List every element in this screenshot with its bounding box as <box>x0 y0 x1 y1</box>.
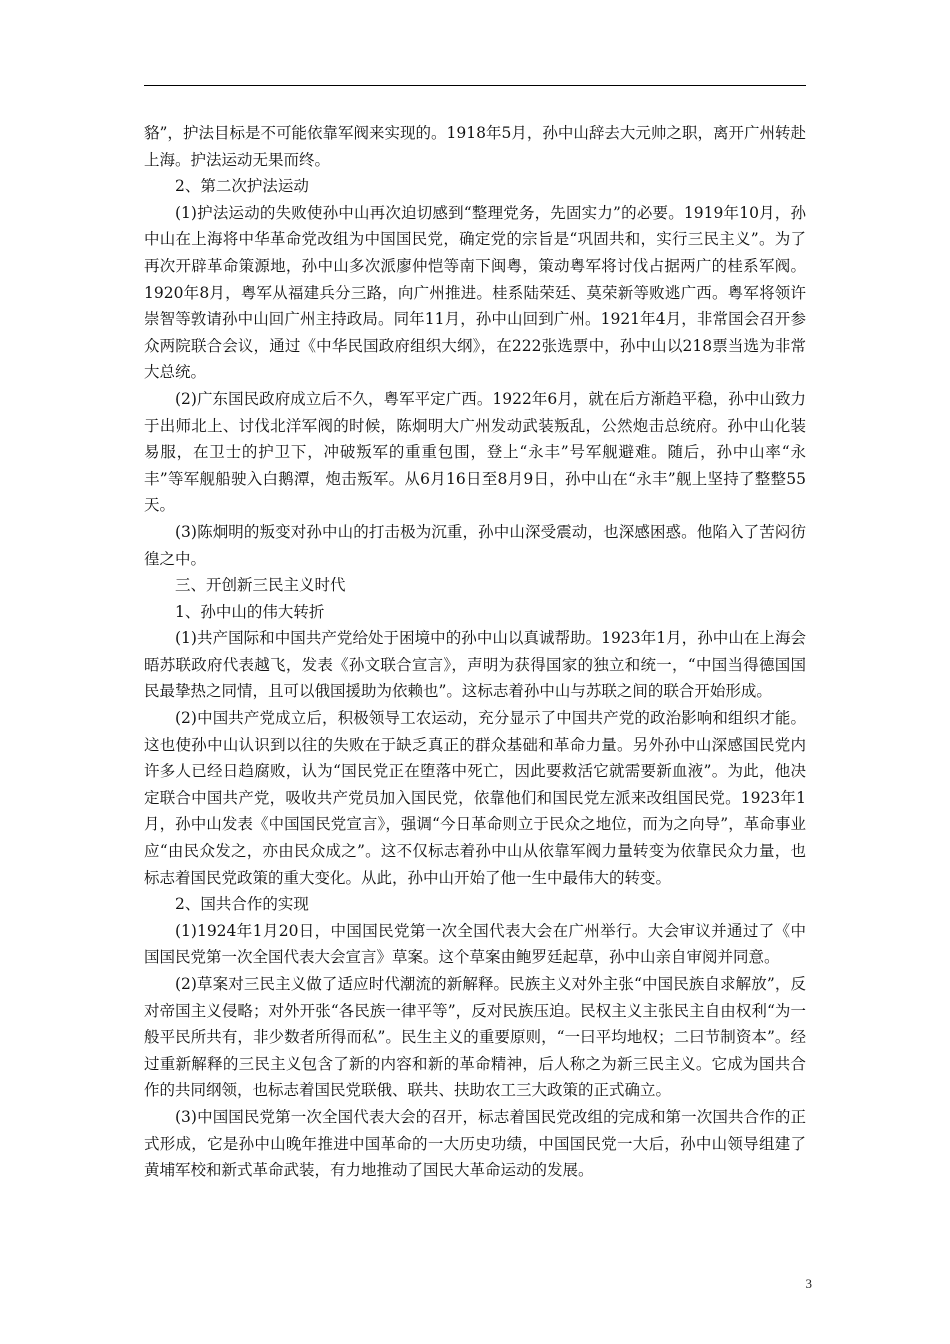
paragraph: (2)草案对三民主义做了适应时代潮流的新解释。民族主义对外主张“中国民族自求解放”，反对帝国主义侵略；对外开张“各民族一律平等”，反对民族压迫。民权主义主张民主自由权利“为一般平民所共有，非少数者所得而私”。民生主义的重要原则，“一曰平均地权；二曰节制资本”。经过重新解释的三民主义包含了新的内容和新的革命精神，后人称之为新三民主义。它成为国共合作的共同纲领，也标志着国民党联俄、联共、扶助农工三大政策的正式确立。 <box>144 975 806 1100</box>
section-heading: 2、国共合作的实现 <box>175 895 309 914</box>
paragraph: (1)护法运动的失败使孙中山再次迫切感到“整理党务，先固实力”的必要。1919年10月，孙中山在上海将中华革命党改组为中国国民党，确定党的宗旨是“巩固共和，实行三民主义”。为了再次开辟革命策源地，孙中山多次派廖仲恺等南下闽粤，策动粤军将讨伐占据两广的桂系军阀。1920年8月，粤军从福建兵分三路，向广州推进。桂系陆荣廷、莫荣新等败逃广西。粤军将领许崇智等敦请孙中山回广州主持政局。同年11月，孙中山回到广州。1921年4月，非常国会召开参众两院联合会议，通过《中华民国政府组织大纲》，在222张选票中，孙中山以218票当选为非常大总统。 <box>144 203 806 382</box>
paragraph: (2)广东国民政府成立后不久，粤军平定广西。1922年6月，就在后方渐趋平稳，孙中山致力于出师北上、讨伐北洋军阀的时候，陈炯明大广州发动武装叛乱，公然炮击总统府。孙中山化装易服，在卫士的护卫下，冲破叛军的重重包围，登上“永丰”号军舰避难。随后，孙中山率“永丰”等军舰船驶入白鹅潭，炮击叛军。从6月16日至8月9日，孙中山在“永丰”舰上坚持了整整55天。 <box>144 389 806 515</box>
section-heading: 三、开创新三民主义时代 <box>175 576 346 595</box>
page-number: 3 <box>805 1276 812 1291</box>
paragraph: 貉”，护法目标是不可能依靠军阀来实现的。1918年5月，孙中山辞去大元帅之职，离开广州转赴上海。护法运动无果而终。 <box>144 124 806 169</box>
paragraph: (1)共产国际和中国共产党给处于困境中的孙中山以真诚帮助。1923年1月，孙中山在上海会晤苏联政府代表越飞，发表《孙文联合宣言》，声明为获得国家的独立和统一，“中国当得德国国民最挚热之同情，且可以俄国援助为依赖也”。这标志着孙中山与苏联之间的联合开始形成。 <box>144 629 806 701</box>
paragraph: (2)中国共产党成立后，积极领导工农运动，充分显示了中国共产党的政治影响和组织才能。这也使孙中山认识到以往的失败在于缺乏真正的群众基础和革命力量。另外孙中山深感国民党内许多人已经日趋腐败，认为“国民党正在堕落中死亡，因此要救活它就需要新血液”。为此，他决定联合中国共产党，吸收共产党员加入国民党，依靠他们和国民党左派来改组国民党。1923年1月，孙中山发表《中国国民党宣言》，强调“今日革命则立于民众之地位，而为之向导”，革命事业应“由民众发之，亦由民众成之”。这不仅标志着孙中山从依靠军阀力量转变为依靠民众力量，也标志着国民党政策的重大变化。从此，孙中山开始了他一生中最伟大的转变。 <box>144 709 806 887</box>
section-heading: 2、第二次护法运动 <box>175 177 309 196</box>
section-heading: 1、孙中山的伟大转折 <box>175 602 325 621</box>
document-body <box>144 120 806 1184</box>
paragraph: (3)中国国民党第一次全国代表大会的召开，标志着国民党改组的完成和第一次国共合作的正式形成，它是孙中山晚年推进中国革命的一大历史功绩，中国国民党一大后，孙中山领导组建了黄埔军校和新式革命武装，有力地推动了国民大革命运动的发展。 <box>144 1107 806 1180</box>
paragraph: (1)1924年1月20日，中国国民党第一次全国代表大会在广州举行。大会审议并通过了《中国国民党第一次全国代表大会宣言》草案。这个草案由鲍罗廷起草，孙中山亲自审阅并同意。 <box>144 921 806 967</box>
header-rule <box>144 85 806 86</box>
paragraph: (3)陈炯明的叛变对孙中山的打击极为沉重，孙中山深受震动，也深感困惑。他陷入了苦闷彷徨之中。 <box>144 522 806 568</box>
